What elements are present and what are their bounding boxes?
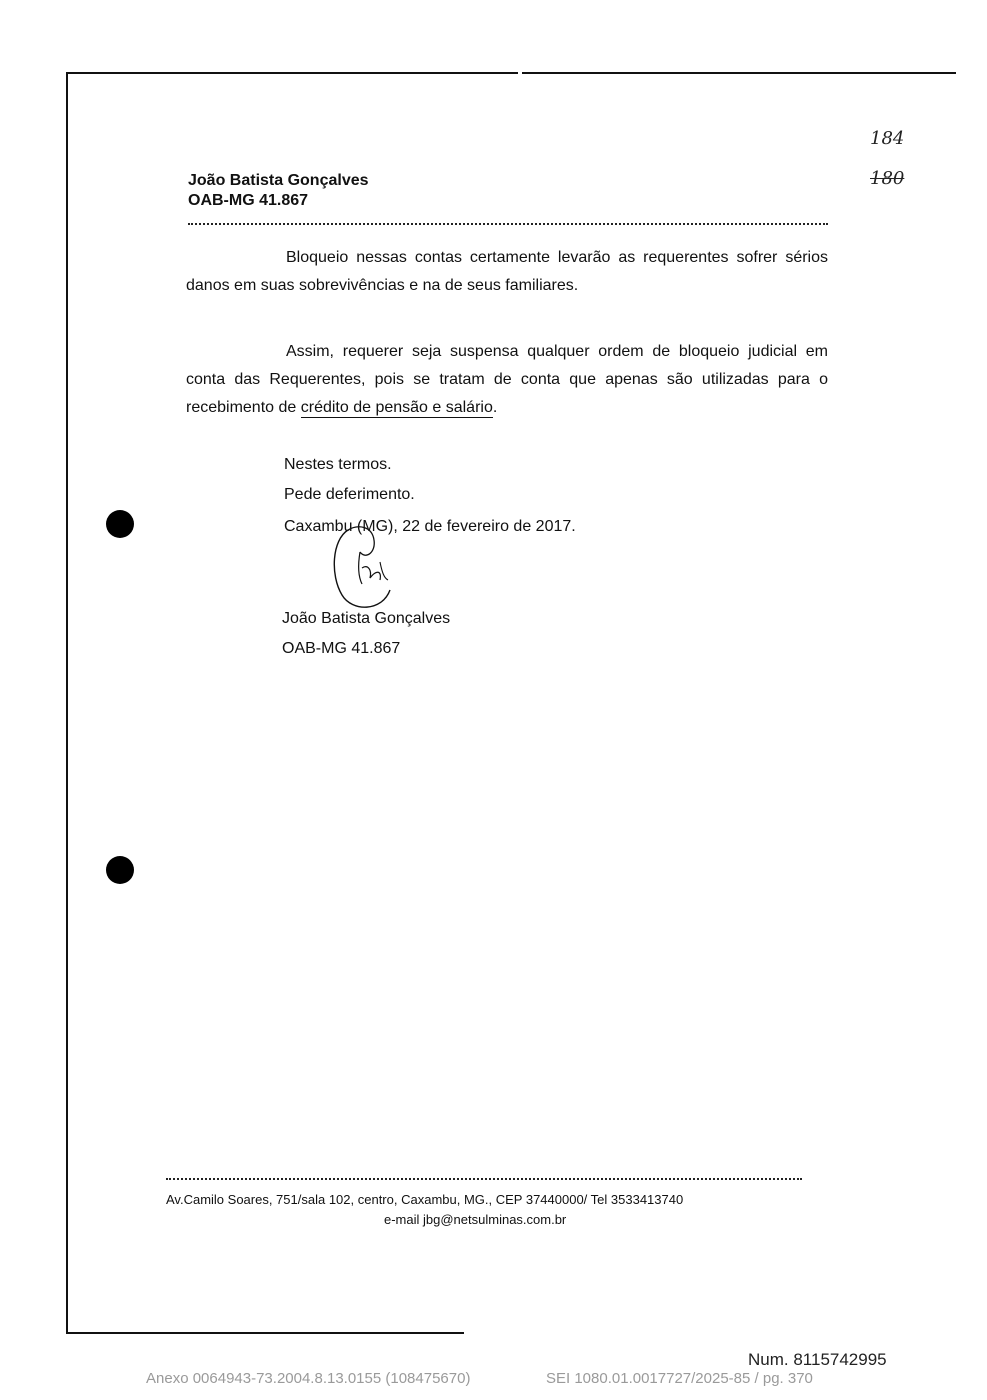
paragraph-2 xyxy=(186,338,828,422)
left-border xyxy=(66,72,68,1334)
handwritten-page-number-struck: 180 xyxy=(870,168,905,189)
signature-oab: OAB-MG 41.867 xyxy=(282,640,401,657)
binder-hole-top xyxy=(106,510,134,538)
paragraph-2-underlined: crédito de pensão e salário xyxy=(300,399,493,416)
document-number: Num. 8115742995 xyxy=(748,1350,887,1369)
closing-line-2: Pede deferimento. xyxy=(284,486,415,503)
paragraph-2-text xyxy=(186,338,828,422)
paragraph-2-end: . xyxy=(492,399,498,416)
signature-name: João Batista Gonçalves xyxy=(282,610,451,627)
top-border-right xyxy=(522,72,956,74)
sei-stamp: SEI 1080.01.0017727/2025-85 / pg. 370 xyxy=(546,1370,813,1387)
closing-line-1: Nestes termos. xyxy=(284,456,392,473)
annex-stamp: Anexo 0064943-73.2004.8.13.0155 (108475670) xyxy=(146,1370,471,1387)
footer-email: e-mail jbg@netsulminas.com.br xyxy=(384,1212,567,1227)
paragraph-1 xyxy=(186,244,828,300)
paragraph-1-text: Bloqueio nessas contas certamente levarão as requerentes sofrer sérios danos em suas sobrevivências e na de seus familiares. xyxy=(186,249,828,294)
footer-dotted-divider xyxy=(166,1178,802,1180)
letterhead-oab: OAB-MG 41.867 xyxy=(188,192,309,209)
binder-hole-bottom xyxy=(106,856,134,884)
paragraph-2-start: Assim, requerer seja suspensa qualquer ordem de bloqueio judicial em conta das Requerentes, pois se tratam de conta que apenas são utilizadas para o recebimento de xyxy=(186,343,828,416)
top-border-left xyxy=(66,72,518,74)
closing-place-date: Caxambu (MG), 22 de fevereiro de 2017. xyxy=(284,518,576,535)
letterhead-name: João Batista Gonçalves xyxy=(188,172,369,189)
footer-address: Av.Camilo Soares, 751/sala 102, centro, Caxambu, MG., CEP 37440000/ Tel 3533413740 xyxy=(166,1192,684,1207)
handwritten-page-number: 184 xyxy=(870,128,905,149)
header-dotted-divider xyxy=(188,223,828,225)
handwritten-signature xyxy=(320,520,410,615)
bottom-border xyxy=(66,1332,464,1334)
